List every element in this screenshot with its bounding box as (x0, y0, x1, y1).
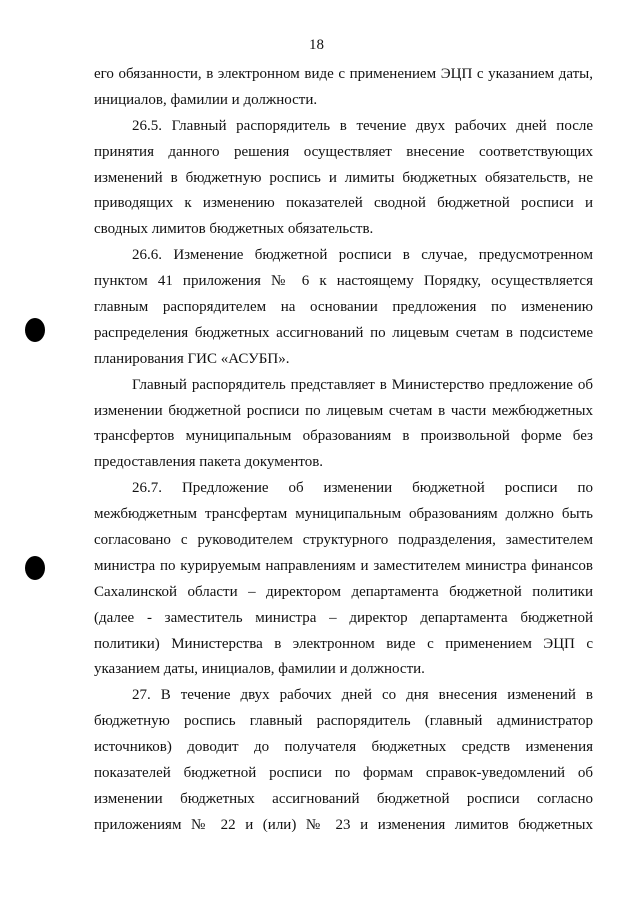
text-line: Сахалинской области – директором департамента бюджетной политики (94, 583, 593, 600)
paragraph (94, 683, 593, 838)
paragraph (94, 62, 593, 114)
paragraph (94, 243, 593, 372)
text-line: межбюджетным трансфертам муниципальным образованиям должно быть (94, 506, 593, 523)
text-line: изменении бюджетных ассигнований бюджетной росписи согласно (94, 790, 593, 807)
text-line: согласовано с руководителем структурного подразделения, заместителем (94, 532, 593, 549)
punch-hole (25, 556, 45, 580)
text-line: 26.5. Главный распорядитель в течение двух рабочих дней после (132, 117, 593, 134)
text-line: Главный распорядитель представляет в Министерство предложение об (132, 376, 593, 393)
text-line: изменении бюджетной росписи по лицевым счетам в части межбюджетных (94, 402, 593, 419)
punch-hole (25, 318, 45, 342)
text-line: главным распорядителем на основании предложения по изменению (94, 299, 593, 316)
page-number: 18 (309, 37, 324, 53)
text-line: политики) Министерства в электронном виде с применением ЭЦП с (94, 635, 593, 652)
text-line: 26.7. Предложение об изменении бюджетной росписи по (132, 480, 593, 497)
text-line: изменений в бюджетную роспись и лимиты бюджетных обязательств, не (94, 169, 593, 186)
paragraph (94, 476, 593, 683)
text-line: 27. В течение двух рабочих дней со дня внесения изменений в (132, 687, 593, 704)
text-line: сводных лимитов бюджетных обязательств. (94, 221, 374, 238)
paragraph (94, 373, 593, 477)
text-line: приводящих к изменению показателей сводной бюджетной росписи и (94, 195, 593, 212)
text-line: показателей бюджетной росписи по формам справок-уведомлений об (94, 765, 593, 782)
text-line: (далее - заместитель министра – директор департамента бюджетной (94, 609, 593, 626)
text-line: предоставления пакета документов. (94, 454, 324, 471)
text-line: указанием даты, инициалов, фамилии и должности. (94, 661, 425, 678)
text-line: бюджетную роспись главный распорядитель (главный администратор (94, 713, 593, 730)
document-body (94, 62, 593, 839)
paragraph (94, 114, 593, 243)
text-line: его обязанности, в электронном виде с применением ЭЦП с указанием даты, (94, 66, 593, 82)
text-line: распределения бюджетных ассигнований по лицевым счетам в подсистеме (94, 324, 593, 341)
text-line: министра по курируемым направлениям и заместителем министра финансов (94, 557, 593, 574)
text-line: инициалов, фамилии и должности. (94, 91, 318, 108)
text-line: пунктом 41 приложения № 6 к настоящему Порядку, осуществляется (94, 273, 593, 290)
text-line: приложениям № 22 и (или) № 23 и изменения лимитов бюджетных (94, 816, 593, 833)
text-line: принятия данного решения осуществляет внесение соответствующих (94, 143, 593, 160)
text-line: источников) доводит до получателя бюджетных средств изменения (94, 739, 593, 756)
text-line: трансфертов муниципальным образованиям в произвольной форме без (94, 428, 593, 445)
text-line: планирования ГИС «АСУБП». (94, 350, 290, 367)
text-line: 26.6. Изменение бюджетной росписи в случае, предусмотренном (132, 247, 593, 264)
